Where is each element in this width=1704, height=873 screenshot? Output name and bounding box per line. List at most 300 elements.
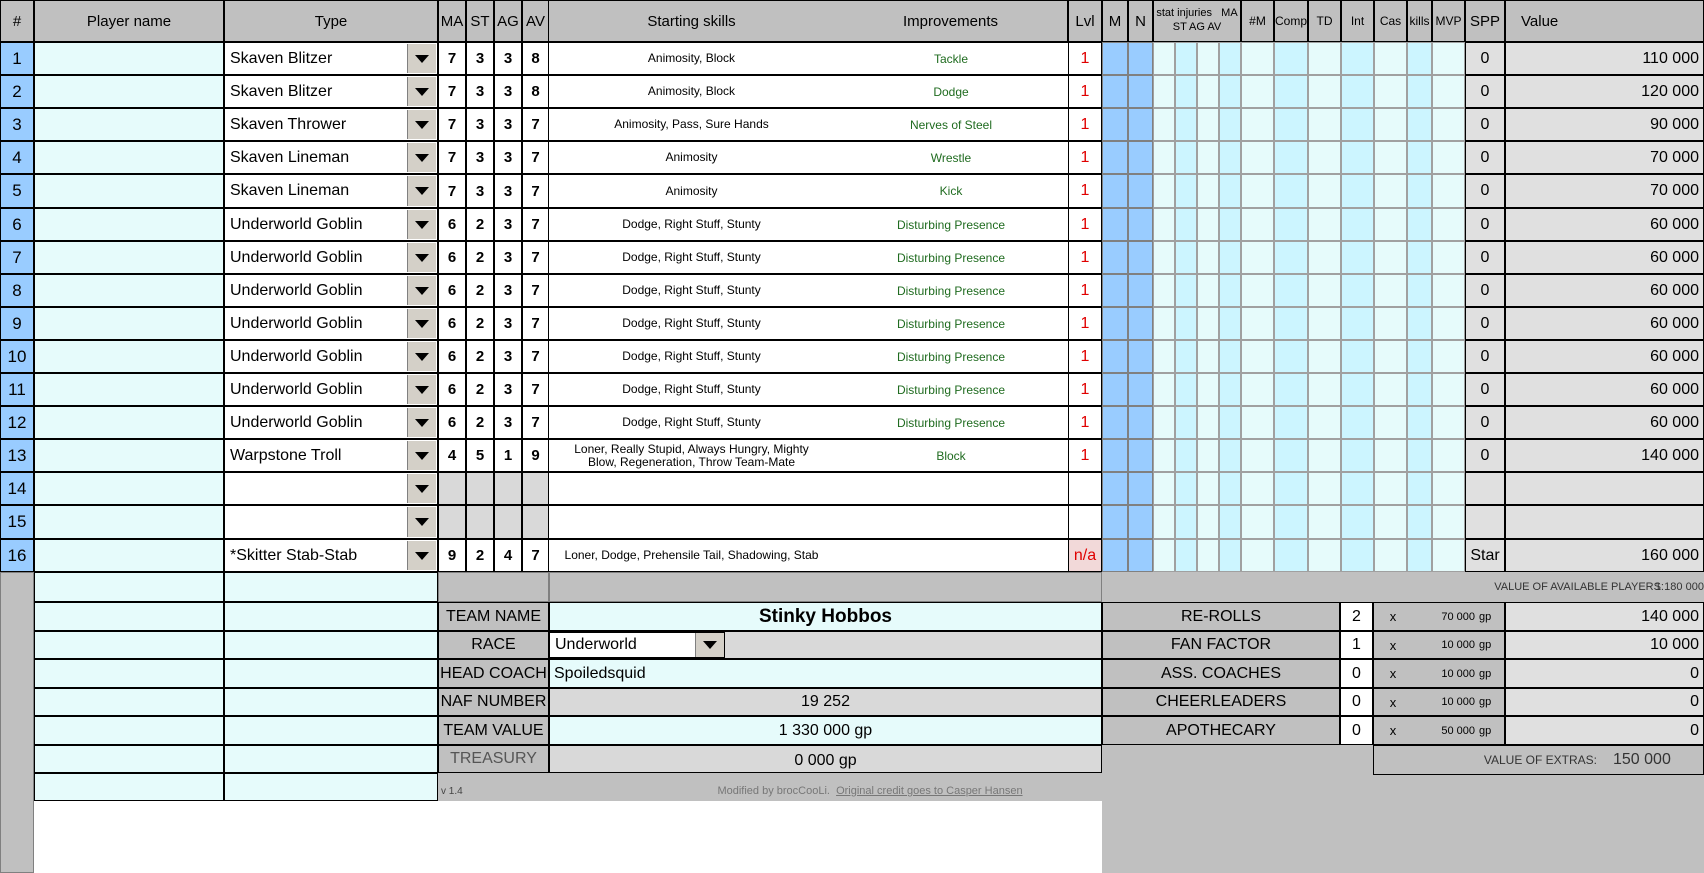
player-stat-injury[interactable] xyxy=(1153,141,1175,174)
player-comp[interactable] xyxy=(1274,241,1308,274)
team-name-field[interactable]: Stinky Hobbos xyxy=(549,602,1102,631)
player-stat-injury[interactable] xyxy=(1197,274,1219,307)
player-int[interactable] xyxy=(1341,439,1374,472)
player-m[interactable] xyxy=(1102,340,1128,373)
player-kills[interactable] xyxy=(1407,340,1432,373)
row-number: 14 xyxy=(0,472,34,505)
player-stat-injury[interactable] xyxy=(1197,472,1219,505)
player-n[interactable] xyxy=(1128,208,1153,241)
player-kills[interactable] xyxy=(1407,406,1432,439)
extra-player-type[interactable] xyxy=(224,631,438,659)
player-spp: 0 xyxy=(1465,174,1505,208)
player-m[interactable] xyxy=(1102,505,1128,539)
player-improvements: Kick xyxy=(834,174,1068,208)
player-n[interactable] xyxy=(1128,439,1153,472)
chevron-down-icon[interactable] xyxy=(407,309,436,338)
player-comp[interactable] xyxy=(1274,307,1308,340)
player-stat-injury[interactable] xyxy=(1175,141,1197,174)
player-stat-injury[interactable] xyxy=(1175,406,1197,439)
player-kills[interactable] xyxy=(1407,505,1432,539)
player-type-select[interactable] xyxy=(224,406,438,439)
player-stat-injury[interactable] xyxy=(1219,208,1241,241)
player-kills[interactable] xyxy=(1407,439,1432,472)
player-name-input[interactable] xyxy=(34,42,224,75)
player-mvp[interactable] xyxy=(1432,274,1465,307)
player-td[interactable] xyxy=(1308,174,1341,208)
extra-player-name[interactable] xyxy=(34,659,224,688)
player-stat-injury[interactable] xyxy=(1175,42,1197,75)
player-mvp[interactable] xyxy=(1432,439,1465,472)
player-int[interactable] xyxy=(1341,539,1374,572)
extra-player-type[interactable] xyxy=(224,688,438,716)
player-cas[interactable] xyxy=(1374,108,1407,141)
player-int[interactable] xyxy=(1341,141,1374,174)
extra-player-type[interactable] xyxy=(224,602,438,631)
player-stat-injury[interactable] xyxy=(1175,373,1197,406)
player-td[interactable] xyxy=(1308,373,1341,406)
player-comp[interactable] xyxy=(1274,439,1308,472)
player-type-select[interactable] xyxy=(224,307,438,340)
player-av: 7 xyxy=(522,307,549,340)
player-comp[interactable] xyxy=(1274,472,1308,505)
player-kills[interactable] xyxy=(1407,472,1432,505)
player-type-select[interactable] xyxy=(224,439,438,472)
player-td[interactable] xyxy=(1308,241,1341,274)
player-mvp[interactable] xyxy=(1432,108,1465,141)
player-stat-injury[interactable] xyxy=(1153,406,1175,439)
player-td[interactable] xyxy=(1308,141,1341,174)
player-name-input[interactable] xyxy=(34,439,224,472)
player-n[interactable] xyxy=(1128,307,1153,340)
player-td[interactable] xyxy=(1308,340,1341,373)
player-td[interactable] xyxy=(1308,505,1341,539)
player-mvp[interactable] xyxy=(1432,174,1465,208)
player-stat-injury[interactable] xyxy=(1175,108,1197,141)
player-name-input[interactable] xyxy=(34,174,224,208)
player-int[interactable] xyxy=(1341,307,1374,340)
player-n[interactable] xyxy=(1128,340,1153,373)
extra-quantity-input[interactable]: 2 xyxy=(1340,602,1373,631)
player-td[interactable] xyxy=(1308,42,1341,75)
player-m[interactable] xyxy=(1102,274,1128,307)
player-td[interactable] xyxy=(1308,406,1341,439)
player-stat-injury[interactable] xyxy=(1219,340,1241,373)
player-stat-injury[interactable] xyxy=(1175,439,1197,472)
player-stat-injury[interactable] xyxy=(1219,75,1241,108)
player-hm[interactable] xyxy=(1241,108,1274,141)
player-n[interactable] xyxy=(1128,174,1153,208)
player-type-select[interactable] xyxy=(224,505,438,539)
player-type-select[interactable] xyxy=(224,174,438,208)
player-name-input[interactable] xyxy=(34,241,224,274)
player-m[interactable] xyxy=(1102,307,1128,340)
player-int[interactable] xyxy=(1341,505,1374,539)
player-name-input[interactable] xyxy=(34,340,224,373)
player-mvp[interactable] xyxy=(1432,539,1465,572)
player-td[interactable] xyxy=(1308,472,1341,505)
player-comp[interactable] xyxy=(1274,340,1308,373)
player-type-select[interactable] xyxy=(224,373,438,406)
chevron-down-icon[interactable] xyxy=(407,441,436,470)
player-comp[interactable] xyxy=(1274,141,1308,174)
player-av: 7 xyxy=(522,208,549,241)
player-kills[interactable] xyxy=(1407,241,1432,274)
player-int[interactable] xyxy=(1341,241,1374,274)
player-cas[interactable] xyxy=(1374,439,1407,472)
player-stat-injury[interactable] xyxy=(1175,274,1197,307)
player-stat-injury[interactable] xyxy=(1175,539,1197,572)
extra-player-name[interactable] xyxy=(34,631,224,659)
player-mvp[interactable] xyxy=(1432,307,1465,340)
player-hm[interactable] xyxy=(1241,505,1274,539)
player-hm[interactable] xyxy=(1241,241,1274,274)
player-td[interactable] xyxy=(1308,75,1341,108)
player-stat-injury[interactable] xyxy=(1153,439,1175,472)
player-name-input[interactable] xyxy=(34,373,224,406)
player-cas[interactable] xyxy=(1374,539,1407,572)
player-name-input[interactable] xyxy=(34,307,224,340)
player-st: 2 xyxy=(466,539,494,572)
extra-player-type[interactable] xyxy=(224,716,438,745)
player-hm[interactable] xyxy=(1241,439,1274,472)
player-stat-injury[interactable] xyxy=(1219,174,1241,208)
player-m[interactable] xyxy=(1102,108,1128,141)
player-int[interactable] xyxy=(1341,108,1374,141)
player-stat-injury[interactable] xyxy=(1175,208,1197,241)
player-stat-injury[interactable] xyxy=(1175,75,1197,108)
player-m[interactable] xyxy=(1102,241,1128,274)
player-stat-injury[interactable] xyxy=(1175,340,1197,373)
extra-quantity-input[interactable]: 1 xyxy=(1340,631,1373,659)
player-hm[interactable] xyxy=(1241,274,1274,307)
player-stat-injury[interactable] xyxy=(1153,307,1175,340)
player-stat-injury[interactable] xyxy=(1219,108,1241,141)
player-kills[interactable] xyxy=(1407,274,1432,307)
player-comp[interactable] xyxy=(1274,505,1308,539)
player-stat-injury[interactable] xyxy=(1219,505,1241,539)
player-stat-injury[interactable] xyxy=(1153,108,1175,141)
player-stat-injury[interactable] xyxy=(1197,75,1219,108)
player-name-input[interactable] xyxy=(34,472,224,505)
player-int[interactable] xyxy=(1341,340,1374,373)
stat-injuries-ma: MA xyxy=(1221,7,1238,19)
player-n[interactable] xyxy=(1128,75,1153,108)
player-stat-injury[interactable] xyxy=(1197,439,1219,472)
player-hm[interactable] xyxy=(1241,340,1274,373)
player-int[interactable] xyxy=(1341,373,1374,406)
extra-player-name[interactable] xyxy=(34,773,224,801)
player-m[interactable] xyxy=(1102,472,1128,505)
player-mvp[interactable] xyxy=(1432,241,1465,274)
player-name-input[interactable] xyxy=(34,505,224,539)
chevron-down-icon[interactable] xyxy=(407,375,436,404)
player-ma: 6 xyxy=(438,208,466,241)
player-cas[interactable] xyxy=(1374,208,1407,241)
player-stat-injury[interactable] xyxy=(1219,241,1241,274)
player-comp[interactable] xyxy=(1274,406,1308,439)
player-stat-injury[interactable] xyxy=(1197,505,1219,539)
player-type-select[interactable] xyxy=(224,472,438,505)
player-av xyxy=(522,472,549,505)
player-type-value: Skaven Thrower xyxy=(230,115,347,133)
player-comp[interactable] xyxy=(1274,75,1308,108)
player-comp[interactable] xyxy=(1274,174,1308,208)
player-mvp[interactable] xyxy=(1432,42,1465,75)
player-level: 1 xyxy=(1068,141,1102,174)
player-stat-injury[interactable] xyxy=(1153,505,1175,539)
player-hm[interactable] xyxy=(1241,141,1274,174)
player-type-select[interactable] xyxy=(224,208,438,241)
player-stat-injury[interactable] xyxy=(1175,505,1197,539)
player-cas[interactable] xyxy=(1374,472,1407,505)
chevron-down-icon[interactable] xyxy=(407,342,436,371)
player-cas[interactable] xyxy=(1374,373,1407,406)
player-cas[interactable] xyxy=(1374,75,1407,108)
extra-player-name[interactable] xyxy=(34,716,224,745)
chevron-down-icon[interactable] xyxy=(407,474,436,503)
player-stat-injury[interactable] xyxy=(1197,307,1219,340)
player-type-select[interactable] xyxy=(224,141,438,174)
player-starting-skills: Loner, Really Stupid, Always Hungry, Mighty Blow, Regeneration, Throw Team-Mate xyxy=(549,439,834,472)
player-n[interactable] xyxy=(1128,241,1153,274)
player-type-select[interactable] xyxy=(224,75,438,108)
player-stat-injury[interactable] xyxy=(1153,241,1175,274)
player-td[interactable] xyxy=(1308,439,1341,472)
chevron-down-icon[interactable] xyxy=(695,633,724,657)
player-hm[interactable] xyxy=(1241,539,1274,572)
player-td[interactable] xyxy=(1308,539,1341,572)
player-int[interactable] xyxy=(1341,75,1374,108)
player-n[interactable] xyxy=(1128,274,1153,307)
player-mvp[interactable] xyxy=(1432,406,1465,439)
player-kills[interactable] xyxy=(1407,373,1432,406)
chevron-down-icon[interactable] xyxy=(407,276,436,305)
player-comp[interactable] xyxy=(1274,208,1308,241)
player-level xyxy=(1068,472,1102,505)
player-hm[interactable] xyxy=(1241,42,1274,75)
player-cas[interactable] xyxy=(1374,340,1407,373)
player-stat-injury[interactable] xyxy=(1153,208,1175,241)
extra-player-type[interactable] xyxy=(224,745,438,773)
player-stat-injury[interactable] xyxy=(1197,174,1219,208)
player-stat-injury[interactable] xyxy=(1219,373,1241,406)
player-name-input[interactable] xyxy=(34,108,224,141)
player-stat-injury[interactable] xyxy=(1175,307,1197,340)
player-hm[interactable] xyxy=(1241,373,1274,406)
player-n[interactable] xyxy=(1128,472,1153,505)
player-stat-injury[interactable] xyxy=(1153,373,1175,406)
player-name-input[interactable] xyxy=(34,406,224,439)
player-cas[interactable] xyxy=(1374,406,1407,439)
player-n[interactable] xyxy=(1128,108,1153,141)
player-td[interactable] xyxy=(1308,307,1341,340)
player-type-select[interactable] xyxy=(224,241,438,274)
player-stat-injury[interactable] xyxy=(1197,42,1219,75)
player-stat-injury[interactable] xyxy=(1219,307,1241,340)
chevron-down-icon[interactable] xyxy=(407,541,436,570)
player-spp xyxy=(1465,505,1505,539)
player-level: 1 xyxy=(1068,340,1102,373)
player-type-select[interactable] xyxy=(224,539,438,572)
player-td[interactable] xyxy=(1308,208,1341,241)
extra-quantity-input[interactable]: 0 xyxy=(1340,716,1373,745)
chevron-down-icon[interactable] xyxy=(407,408,436,437)
player-m[interactable] xyxy=(1102,539,1128,572)
player-stat-injury[interactable] xyxy=(1197,539,1219,572)
player-n[interactable] xyxy=(1128,141,1153,174)
player-m[interactable] xyxy=(1102,141,1128,174)
player-stat-injury[interactable] xyxy=(1219,406,1241,439)
player-kills[interactable] xyxy=(1407,108,1432,141)
player-mvp[interactable] xyxy=(1432,75,1465,108)
chevron-down-icon[interactable] xyxy=(407,243,436,272)
player-mvp[interactable] xyxy=(1432,141,1465,174)
player-cas[interactable] xyxy=(1374,141,1407,174)
player-stat-injury[interactable] xyxy=(1153,75,1175,108)
player-n[interactable] xyxy=(1128,373,1153,406)
player-name-input[interactable] xyxy=(34,539,224,572)
extra-player-name[interactable] xyxy=(34,572,224,602)
player-stat-injury[interactable] xyxy=(1175,241,1197,274)
player-stat-injury[interactable] xyxy=(1153,274,1175,307)
credit-link[interactable]: Original credit goes to Casper Hansen xyxy=(836,785,1023,797)
player-int[interactable] xyxy=(1341,274,1374,307)
chevron-down-icon[interactable] xyxy=(407,110,436,139)
player-mvp[interactable] xyxy=(1432,472,1465,505)
chevron-down-icon[interactable] xyxy=(407,210,436,239)
chevron-down-icon[interactable] xyxy=(407,77,436,106)
player-cas[interactable] xyxy=(1374,241,1407,274)
player-cas[interactable] xyxy=(1374,307,1407,340)
player-m[interactable] xyxy=(1102,75,1128,108)
player-comp[interactable] xyxy=(1274,373,1308,406)
player-cas[interactable] xyxy=(1374,274,1407,307)
player-hm[interactable] xyxy=(1241,75,1274,108)
player-name-input[interactable] xyxy=(34,75,224,108)
extra-player-type[interactable] xyxy=(224,572,438,602)
player-cas[interactable] xyxy=(1374,505,1407,539)
player-hm[interactable] xyxy=(1241,307,1274,340)
player-cas[interactable] xyxy=(1374,174,1407,208)
player-int[interactable] xyxy=(1341,208,1374,241)
extra-player-name[interactable] xyxy=(34,688,224,716)
player-stat-injury[interactable] xyxy=(1197,241,1219,274)
chevron-down-icon[interactable] xyxy=(407,176,436,206)
player-stat-injury[interactable] xyxy=(1175,174,1197,208)
player-hm[interactable] xyxy=(1241,174,1274,208)
player-comp[interactable] xyxy=(1274,42,1308,75)
player-td[interactable] xyxy=(1308,108,1341,141)
player-stat-injury[interactable] xyxy=(1153,340,1175,373)
player-m[interactable] xyxy=(1102,373,1128,406)
player-kills[interactable] xyxy=(1407,75,1432,108)
player-mvp[interactable] xyxy=(1432,208,1465,241)
player-int[interactable] xyxy=(1341,174,1374,208)
player-stat-injury[interactable] xyxy=(1197,340,1219,373)
chevron-down-icon[interactable] xyxy=(407,143,436,172)
player-name-input[interactable] xyxy=(34,274,224,307)
player-name-input[interactable] xyxy=(34,141,224,174)
player-mvp[interactable] xyxy=(1432,373,1465,406)
player-int[interactable] xyxy=(1341,406,1374,439)
player-stat-injury[interactable] xyxy=(1197,406,1219,439)
player-stat-injury[interactable] xyxy=(1175,472,1197,505)
head-coach-field[interactable]: Spoiledsquid xyxy=(549,659,1102,688)
player-kills[interactable] xyxy=(1407,307,1432,340)
player-stat-injury[interactable] xyxy=(1219,539,1241,572)
extra-quantity-input[interactable]: 0 xyxy=(1340,688,1373,716)
player-stat-injury[interactable] xyxy=(1219,472,1241,505)
extra-player-type[interactable] xyxy=(224,659,438,688)
player-stat-injury[interactable] xyxy=(1197,373,1219,406)
extra-player-name[interactable] xyxy=(34,602,224,631)
extra-player-type[interactable] xyxy=(224,773,438,801)
player-m[interactable] xyxy=(1102,439,1128,472)
player-mvp[interactable] xyxy=(1432,505,1465,539)
player-stat-injury[interactable] xyxy=(1153,539,1175,572)
player-stat-injury[interactable] xyxy=(1153,174,1175,208)
player-type-select[interactable] xyxy=(224,108,438,141)
chevron-down-icon[interactable] xyxy=(407,44,436,73)
player-m[interactable] xyxy=(1102,42,1128,75)
player-type-select[interactable] xyxy=(224,274,438,307)
player-n[interactable] xyxy=(1128,505,1153,539)
player-m[interactable] xyxy=(1102,174,1128,208)
player-stat-injury[interactable] xyxy=(1153,42,1175,75)
team-value-label: TEAM VALUE xyxy=(438,716,549,745)
player-stat-injury[interactable] xyxy=(1219,274,1241,307)
chevron-down-icon[interactable] xyxy=(407,507,436,537)
player-kills[interactable] xyxy=(1407,208,1432,241)
player-n[interactable] xyxy=(1128,406,1153,439)
player-name-input[interactable] xyxy=(34,208,224,241)
player-cas[interactable] xyxy=(1374,42,1407,75)
player-m[interactable] xyxy=(1102,208,1128,241)
player-comp[interactable] xyxy=(1274,108,1308,141)
player-int[interactable] xyxy=(1341,472,1374,505)
player-stat-injury[interactable] xyxy=(1197,141,1219,174)
player-mvp[interactable] xyxy=(1432,340,1465,373)
extra-player-name[interactable] xyxy=(34,745,224,773)
player-stat-injury[interactable] xyxy=(1153,472,1175,505)
player-stat-injury[interactable] xyxy=(1219,439,1241,472)
player-int[interactable] xyxy=(1341,42,1374,75)
player-stat-injury[interactable] xyxy=(1197,108,1219,141)
player-stat-injury[interactable] xyxy=(1197,208,1219,241)
player-hm[interactable] xyxy=(1241,472,1274,505)
player-comp[interactable] xyxy=(1274,539,1308,572)
player-kills[interactable] xyxy=(1407,141,1432,174)
naf-number-field[interactable]: 19 252 xyxy=(549,688,1102,716)
player-hm[interactable] xyxy=(1241,406,1274,439)
player-m[interactable] xyxy=(1102,406,1128,439)
player-kills[interactable] xyxy=(1407,539,1432,572)
player-td[interactable] xyxy=(1308,274,1341,307)
player-n[interactable] xyxy=(1128,42,1153,75)
player-value: 70 000 xyxy=(1505,141,1704,174)
player-kills[interactable] xyxy=(1407,174,1432,208)
player-type-select[interactable] xyxy=(224,340,438,373)
player-n[interactable] xyxy=(1128,539,1153,572)
header-cas: Cas xyxy=(1374,0,1407,42)
player-comp[interactable] xyxy=(1274,274,1308,307)
player-stat-injury[interactable] xyxy=(1219,141,1241,174)
player-kills[interactable] xyxy=(1407,42,1432,75)
extra-quantity-input[interactable]: 0 xyxy=(1340,659,1373,688)
player-stat-injury[interactable] xyxy=(1219,42,1241,75)
player-hm[interactable] xyxy=(1241,208,1274,241)
player-type-select[interactable] xyxy=(224,42,438,75)
